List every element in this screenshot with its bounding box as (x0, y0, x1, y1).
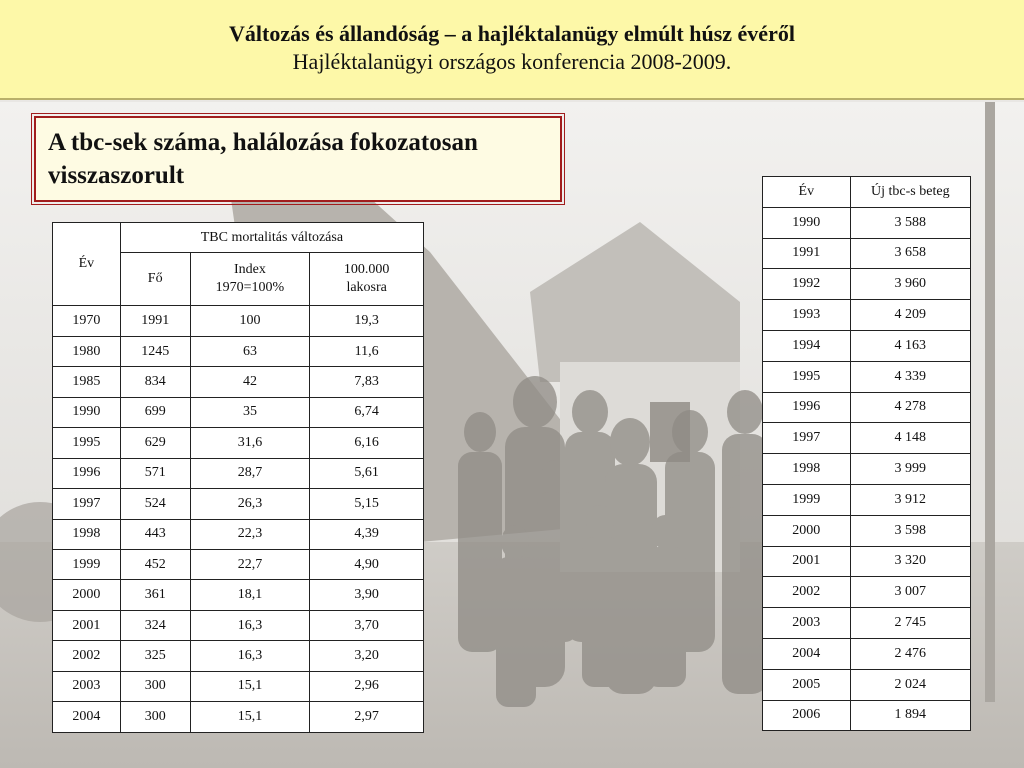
cell-year: 2003 (763, 608, 851, 639)
cell-year: 1990 (763, 207, 851, 238)
cell-count: 3 658 (850, 238, 970, 269)
cell-index: 26,3 (190, 489, 310, 519)
table-row (53, 549, 424, 579)
cell-count: 3 007 (850, 577, 970, 608)
cell-persons: 1245 (120, 336, 190, 366)
cell-rate: 3,90 (310, 580, 424, 610)
cell-index: 28,7 (190, 458, 310, 488)
table-row (763, 238, 971, 269)
cell-year: 2006 (763, 700, 851, 731)
cell-persons: 324 (120, 610, 190, 640)
cell-year: 2004 (763, 638, 851, 669)
table-row (53, 489, 424, 519)
cell-rate: 6,74 (310, 397, 424, 427)
conference-subtitle: Hajléktalanügyi országos konferencia 2008-2009. (292, 49, 732, 74)
cell-year: 2001 (763, 546, 851, 577)
header-index (190, 253, 310, 306)
cell-persons: 300 (120, 702, 190, 732)
table-row (763, 454, 971, 485)
cell-persons: 571 (120, 458, 190, 488)
header-persons: Fő (120, 253, 190, 306)
table-row (763, 300, 971, 331)
cell-year: 1980 (53, 336, 121, 366)
cell-year: 2002 (53, 641, 121, 671)
table-row (53, 580, 424, 610)
cell-count: 2 476 (850, 638, 970, 669)
table-row (763, 608, 971, 639)
header-index-line2: 1970=100% (215, 280, 285, 296)
cell-count: 1 894 (850, 700, 970, 731)
cell-count: 3 598 (850, 515, 970, 546)
cell-rate: 5,61 (310, 458, 424, 488)
cell-year: 1996 (53, 458, 121, 488)
cell-year: 1994 (763, 330, 851, 361)
table-row (763, 515, 971, 546)
cell-count: 3 912 (850, 484, 970, 515)
cell-index: 15,1 (190, 702, 310, 732)
table-row (763, 423, 971, 454)
header-new-cases: Új tbc-s beteg (850, 177, 970, 208)
cell-persons: 443 (120, 519, 190, 549)
header-rate-line2: lakosra (346, 280, 387, 296)
cell-persons: 325 (120, 641, 190, 671)
table-row (763, 638, 971, 669)
table-row (763, 669, 971, 700)
cell-year: 1997 (763, 423, 851, 454)
header-mortality-group: TBC mortalitás változása (120, 223, 423, 253)
cell-persons: 452 (120, 549, 190, 579)
slide-heading: A tbc-sek száma, halálozása fokozatosan visszaszorult (34, 116, 562, 202)
cell-count: 4 148 (850, 423, 970, 454)
cell-index: 22,7 (190, 549, 310, 579)
table-row (53, 336, 424, 366)
cell-count: 4 339 (850, 361, 970, 392)
cell-count: 2 024 (850, 669, 970, 700)
cell-rate: 4,39 (310, 519, 424, 549)
table-row (53, 367, 424, 397)
cell-persons: 300 (120, 671, 190, 701)
table-row (763, 484, 971, 515)
cell-count: 3 588 (850, 207, 970, 238)
new-cases-table (762, 176, 971, 731)
cell-index: 31,6 (190, 428, 310, 458)
cell-rate: 11,6 (310, 336, 424, 366)
cell-year: 1990 (53, 397, 121, 427)
header-index-line1: Index (234, 262, 266, 278)
table-row (53, 397, 424, 427)
table-row (763, 392, 971, 423)
cell-rate: 2,96 (310, 671, 424, 701)
cell-persons: 629 (120, 428, 190, 458)
cell-year: 2001 (53, 610, 121, 640)
table-row (763, 361, 971, 392)
cell-index: 42 (190, 367, 310, 397)
cell-index: 100 (190, 306, 310, 336)
conference-title: Változás és állandóság – a hajléktalanügy elmúlt húsz évéről (229, 21, 795, 46)
cell-year: 1998 (763, 454, 851, 485)
header-rate (310, 253, 424, 306)
cell-rate: 4,90 (310, 549, 424, 579)
cell-rate: 2,97 (310, 702, 424, 732)
cell-year: 1993 (763, 300, 851, 331)
cell-year: 1997 (53, 489, 121, 519)
table-row (763, 330, 971, 361)
cell-rate: 19,3 (310, 306, 424, 336)
cell-persons: 699 (120, 397, 190, 427)
cell-year: 2002 (763, 577, 851, 608)
cell-count: 4 278 (850, 392, 970, 423)
table-row (763, 269, 971, 300)
cell-year: 1970 (53, 306, 121, 336)
cell-index: 18,1 (190, 580, 310, 610)
cell-year: 2000 (763, 515, 851, 546)
table-row (53, 519, 424, 549)
cell-index: 16,3 (190, 610, 310, 640)
header-year: Év (763, 177, 851, 208)
table-row (53, 702, 424, 732)
cell-persons: 834 (120, 367, 190, 397)
cell-index: 63 (190, 336, 310, 366)
cell-index: 22,3 (190, 519, 310, 549)
cell-count: 4 209 (850, 300, 970, 331)
cell-year: 1999 (53, 549, 121, 579)
cell-year: 1998 (53, 519, 121, 549)
cell-year: 2000 (53, 580, 121, 610)
cell-year: 1999 (763, 484, 851, 515)
cell-rate: 7,83 (310, 367, 424, 397)
header-rate-line1: 100.000 (343, 262, 390, 278)
cell-index: 35 (190, 397, 310, 427)
table-row (53, 641, 424, 671)
slide-header (0, 0, 1024, 100)
cell-rate: 5,15 (310, 489, 424, 519)
cell-index: 16,3 (190, 641, 310, 671)
table-row (763, 700, 971, 731)
table-row (763, 207, 971, 238)
cell-persons: 524 (120, 489, 190, 519)
cell-year: 2004 (53, 702, 121, 732)
cell-year: 1995 (53, 428, 121, 458)
cell-year: 1985 (53, 367, 121, 397)
cell-count: 3 320 (850, 546, 970, 577)
table-row (53, 428, 424, 458)
cell-year: 1991 (763, 238, 851, 269)
cell-count: 4 163 (850, 330, 970, 361)
cell-year: 1992 (763, 269, 851, 300)
cell-year: 2005 (763, 669, 851, 700)
table-row (53, 610, 424, 640)
cell-year: 1995 (763, 361, 851, 392)
header-year: Év (53, 223, 121, 306)
cell-rate: 3,70 (310, 610, 424, 640)
cell-count: 3 960 (850, 269, 970, 300)
table-row (763, 546, 971, 577)
table-row (763, 577, 971, 608)
cell-count: 2 745 (850, 608, 970, 639)
cell-rate: 3,20 (310, 641, 424, 671)
cell-year: 2003 (53, 671, 121, 701)
table-row (53, 458, 424, 488)
cell-index: 15,1 (190, 671, 310, 701)
cell-persons: 1991 (120, 306, 190, 336)
cell-rate: 6,16 (310, 428, 424, 458)
cell-count: 3 999 (850, 454, 970, 485)
cell-year: 1996 (763, 392, 851, 423)
cell-persons: 361 (120, 580, 190, 610)
mortality-table (52, 222, 424, 733)
table-row (53, 671, 424, 701)
table-row (53, 306, 424, 336)
